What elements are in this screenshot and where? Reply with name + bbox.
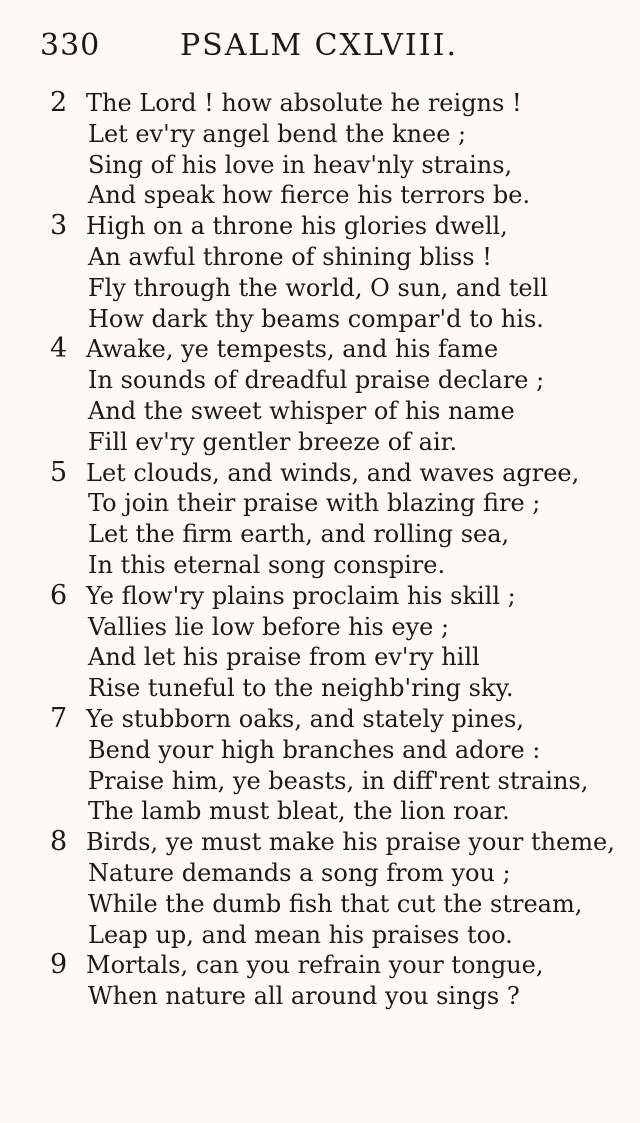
verse-line-text: In this eternal song conspire. [88,550,446,579]
page-number: 330 [40,28,101,63]
verse-line-text: Sing of his love in heav'nly strains, [88,150,513,179]
verse [0,950,640,1012]
verse-line-text: How dark thy beams compar'd to his. [88,304,544,333]
verse-line-text: Praise him, ye beasts, in diff'rent strains, [88,766,589,795]
verse-line [0,458,640,489]
verse-line-text: Let the firm earth, and rolling sea, [88,520,510,549]
verse-line [0,612,640,643]
verse-line [0,950,640,981]
verse-line-text: Let ev'ry angel bend the knee ; [88,119,467,148]
verse-number: 4 [50,333,68,365]
verse-line-text: Vallies lie low before his eye ; [88,612,450,641]
verse-line-text: And the sweet whisper of his name [88,396,515,425]
verse-line-text: Ye flow'ry plains proclaim his skill ; [86,581,516,610]
verse [0,581,640,704]
verse-line-text: In sounds of dreadful praise declare ; [88,366,545,395]
verse [0,458,640,581]
verse-line-text: Rise tuneful to the neighb'ring sky. [88,674,514,703]
verse [0,334,640,457]
verse-line [0,273,640,304]
verse-line-text: Awake, ye tempests, and his fame [86,335,499,364]
verse-line [0,704,640,735]
verse-line [0,119,640,150]
verse-line-text: Fly through the world, O sun, and tell [88,273,548,302]
verse [0,704,640,827]
verse-line-text: Nature demands a song from you ; [88,858,511,887]
verse-line-text: When nature all around you sings ? [88,982,520,1011]
verse-line-text: And speak how fierce his terrors be. [88,181,531,210]
verse-line [0,211,640,242]
verse-line [0,150,640,181]
verse-line-text: Fill ev'ry gentler breeze of air. [88,427,458,456]
verse-line-text: High on a throne his glories dwell, [86,212,508,241]
verse-line [0,488,640,519]
verse-line [0,519,640,550]
verse-line [0,796,640,827]
verse-number: 6 [50,579,68,611]
verse-line-text: Birds, ye must make his praise your theme, [86,828,615,857]
verse-line [0,766,640,797]
verse-line [0,735,640,766]
verse-line [0,365,640,396]
verse-line [0,858,640,889]
verse-line [0,334,640,365]
verse-line [0,550,640,581]
verse-number: 8 [50,826,68,858]
verse-line [0,242,640,273]
verse-line [0,180,640,211]
verse-line [0,88,640,119]
verse-line [0,304,640,335]
verse-line-text: While the dumb fish that cut the stream, [88,889,583,918]
verse-line-text: An awful throne of shining bliss ! [88,242,492,271]
verse [0,211,640,334]
verse-line [0,673,640,704]
verse-line-text: Let clouds, and winds, and waves agree, [86,458,580,487]
verse-line-text: To join their praise with blazing fire ; [88,489,541,518]
verse [0,88,640,211]
page-header [40,24,600,68]
verse-line [0,642,640,673]
verse-line [0,427,640,458]
verse-number: 3 [50,210,68,242]
verse-line-text: Mortals, can you refrain your tongue, [86,951,544,980]
verse-line [0,396,640,427]
running-title: PSALM CXLVIII. [180,28,459,63]
verse-line-text: Leap up, and mean his praises too. [88,920,513,949]
verse-line [0,827,640,858]
verse-line-text: The lamb must bleat, the lion roar. [88,797,510,826]
verse-line-text: Bend your high branches and adore : [88,735,541,764]
psalm-verses [0,88,640,1012]
verse-number: 5 [50,456,68,488]
verse-line-text: Ye stubborn oaks, and stately pines, [86,704,524,733]
verse-number: 9 [50,949,68,981]
verse-line [0,920,640,951]
verse [0,827,640,950]
verse-number: 2 [50,87,68,118]
verse-line [0,981,640,1012]
verse-line [0,581,640,612]
verse-line-text: And let his praise from ev'ry hill [88,643,480,672]
verse-line-text: The Lord ! how absolute he reigns ! [86,89,522,117]
verse-number: 7 [50,702,68,734]
verse-line [0,889,640,920]
